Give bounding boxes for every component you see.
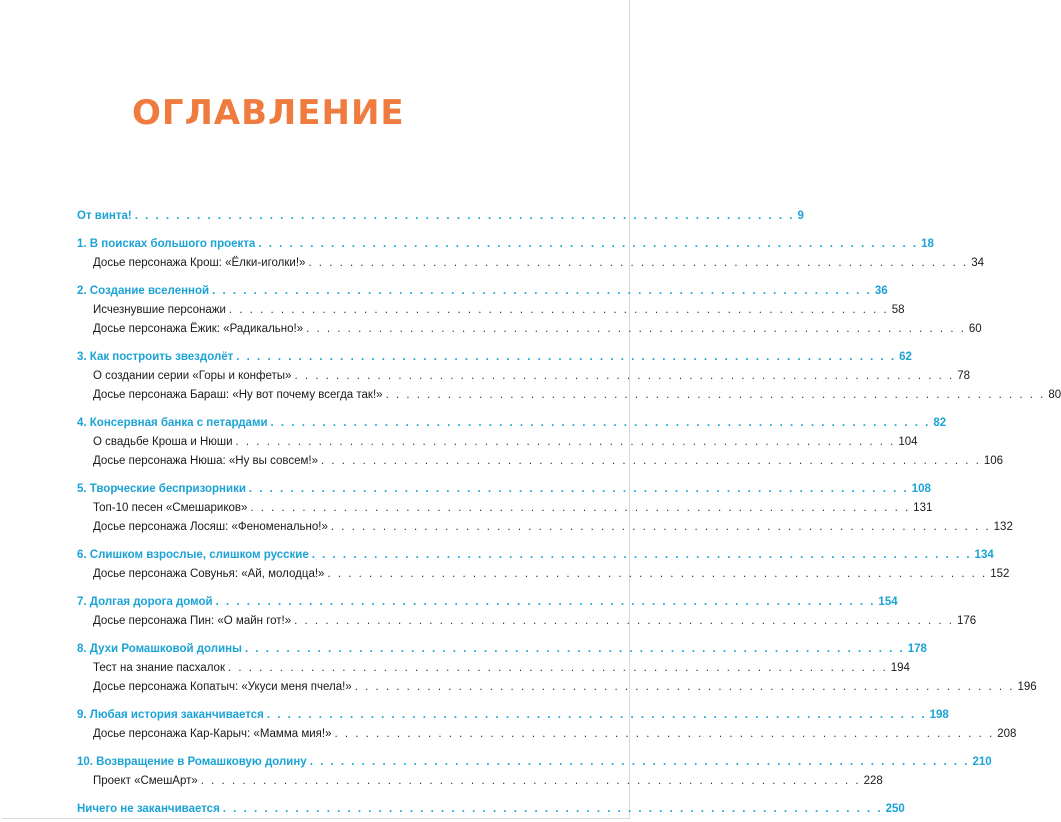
dot-leader: . . . . . . . . . . . . . . . . . . . . . . . . . . . . . . . . . . . . . . . . . . . . . . . . . . . . . . . . . . . . . . . . xyxy=(330,521,991,533)
toc-subentry[interactable] xyxy=(77,254,984,273)
toc-subentry[interactable] xyxy=(77,320,982,339)
dot-leader: . . . . . . . . . . . . . . . . . . . . . . . . . . . . . . . . . . . . . . . . . . . . . . . . . . . . . . . . . . . . . . . . xyxy=(306,323,966,335)
group-spacer xyxy=(77,697,442,706)
toc-page-number: 132 xyxy=(993,521,1013,533)
toc-entry-title: Досье персонажа Пин: «О майн гот!» xyxy=(93,615,292,627)
toc-page-number: 80 xyxy=(1048,389,1061,401)
dot-leader: . . . . . . . . . . . . . . . . . . . . . . . . . . . . . . . . . . . . . . . . . . . . . . . . . . . . . . . . . . . . . . . . xyxy=(308,257,969,269)
toc-page-number: 152 xyxy=(990,568,1010,580)
dot-leader: . . . . . . . . . . . . . . . . . . . . . . . . . . . . . . . . . . . . . . . . . . . . . . . . . . . . . . . . . . . . . . . . xyxy=(250,502,911,514)
dot-leader: . . . . . . . . . . . . . . . . . . . . . . . . . . . . . . . . . . . . . . . . . . . . . . . . . . . . . . . . . . . . . . . . xyxy=(294,370,955,382)
dot-leader: . . . . . . . . . . . . . . . . . . . . . . . . . . . . . . . . . . . . . . . . . . . . . . . . . . . . . . . . . . . . . . . . xyxy=(236,351,897,363)
toc-subentry[interactable] xyxy=(77,659,910,678)
toc-entry-title: О свадьбе Кроша и Нюши xyxy=(93,436,233,448)
dot-leader: . . . . . . . . . . . . . . . . . . . . . . . . . . . . . . . . . . . . . . . . . . . . . . . . . . . . . . . . . . . . . . . . xyxy=(354,681,1015,693)
toc-subentry[interactable] xyxy=(77,499,933,518)
toc-page-number: 228 xyxy=(863,775,883,787)
toc-chapter-entry[interactable] xyxy=(77,593,898,612)
group-spacer xyxy=(77,226,442,235)
toc-page-number: 176 xyxy=(956,615,977,627)
toc-entry-title: Тест на знание пасхалок xyxy=(93,662,225,674)
toc-entry-title: 9. Любая история заканчивается xyxy=(77,709,264,721)
toc-page-number: 208 xyxy=(997,728,1017,740)
toc-subentry[interactable] xyxy=(77,386,1061,405)
toc-page-number: 62 xyxy=(899,351,912,363)
toc-entry-title: 8. Духи Ромашковой долины xyxy=(77,643,242,655)
toc-page-number: 60 xyxy=(968,323,982,335)
toc-chapter-entry[interactable] xyxy=(77,207,804,226)
toc-entry-title: Досье персонажа Совунья: «Ай, молодца!» xyxy=(93,568,325,580)
toc-page-number: 82 xyxy=(933,417,947,429)
toc-page-number: 154 xyxy=(878,596,898,608)
toc-page-number: 78 xyxy=(957,370,971,382)
toc-chapter-entry[interactable] xyxy=(77,546,994,565)
dot-leader: . . . . . . . . . . . . . . . . . . . . . . . . . . . . . . . . . . . . . . . . . . . . . . . . . . . . . . . . . . . . . . . . xyxy=(134,210,795,222)
group-spacer xyxy=(77,744,442,753)
toc-page-number: 108 xyxy=(911,483,931,495)
toc-page-number: 196 xyxy=(1017,681,1037,693)
toc-entry-title: Проект «СмешАрт» xyxy=(93,775,198,787)
dot-leader: . . . . . . . . . . . . . . . . . . . . . . . . . . . . . . . . . . . . . . . . . . . . . . . . . . . . . . . . . . . . . . . . xyxy=(212,285,872,297)
toc-subentry[interactable] xyxy=(77,725,1017,744)
toc-subentry[interactable] xyxy=(77,678,1037,697)
toc-chapter-entry[interactable] xyxy=(77,640,927,659)
toc-page-number: 58 xyxy=(891,304,905,316)
toc-entry-title: Досье персонажа Крош: «Ёлки-иголки!» xyxy=(93,257,306,269)
toc-chapter-entry[interactable] xyxy=(77,480,931,499)
toc-page-number: 210 xyxy=(972,756,992,768)
toc-chapter-entry[interactable] xyxy=(77,706,949,725)
group-spacer xyxy=(77,537,442,546)
group-spacer xyxy=(77,273,442,282)
toc-page-number: 250 xyxy=(885,803,905,815)
toc-entry-title: Досье персонажа Бараш: «Ну вот почему всегда так!» xyxy=(93,389,383,401)
dot-leader: . . . . . . . . . . . . . . . . . . . . . . . . . . . . . . . . . . . . . . . . . . . . . . . . . . . . . . . . . . . . . . . . xyxy=(309,756,970,768)
toc-subentry[interactable] xyxy=(77,433,918,452)
group-spacer xyxy=(77,584,442,593)
toc-entry-title: О создании серии «Горы и конфеты» xyxy=(93,370,292,382)
toc-chapter-entry[interactable] xyxy=(77,753,992,772)
toc-page-number: 9 xyxy=(797,210,804,222)
toc-chapter-entry[interactable] xyxy=(77,348,912,367)
group-spacer xyxy=(77,339,442,348)
toc-page-number: 36 xyxy=(874,285,888,297)
toc-page-number: 106 xyxy=(983,455,1003,467)
toc-entry-title: Досье персонажа Кар-Карыч: «Мамма мия!» xyxy=(93,728,332,740)
toc-page-number: 198 xyxy=(929,709,949,721)
toc-entry-title: 10. Возвращение в Ромашковую долину xyxy=(77,756,307,768)
toc-chapter-entry[interactable] xyxy=(77,800,905,819)
table-of-contents xyxy=(77,207,1061,819)
toc-subentry[interactable] xyxy=(77,772,883,791)
dot-leader: . . . . . . . . . . . . . . . . . . . . . . . . . . . . . . . . . . . . . . . . . . . . . . . . . . . . . . . . . . . . . . . . xyxy=(321,455,981,467)
toc-chapter-entry[interactable] xyxy=(77,235,934,254)
toc-subentry[interactable] xyxy=(77,612,977,631)
dot-leader: . . . . . . . . . . . . . . . . . . . . . . . . . . . . . . . . . . . . . . . . . . . . . . . . . . . . . . . . . . . . . . . . xyxy=(228,304,889,316)
dot-leader: . . . . . . . . . . . . . . . . . . . . . . . . . . . . . . . . . . . . . . . . . . . . . . . . . . . . . . . . . . . . . . . . xyxy=(200,775,861,787)
toc-entry-title: Исчезнувшие персонажи xyxy=(93,304,226,316)
toc-entry-title: Досье персонажа Копатыч: «Укуси меня пчела!» xyxy=(93,681,352,693)
toc-subentry[interactable] xyxy=(77,565,1010,584)
dot-leader: . . . . . . . . . . . . . . . . . . . . . . . . . . . . . . . . . . . . . . . . . . . . . . . . . . . . . . . . . . . . . . . . xyxy=(227,662,888,674)
toc-subentry[interactable] xyxy=(77,452,1003,471)
dot-leader: . . . . . . . . . . . . . . . . . . . . . . . . . . . . . . . . . . . . . . . . . . . . . . . . . . . . . . . . . . . . . . . . xyxy=(327,568,988,580)
dot-leader: . . . . . . . . . . . . . . . . . . . . . . . . . . . . . . . . . . . . . . . . . . . . . . . . . . . . . . . . . . . . . . . . xyxy=(248,483,909,495)
toc-subentry[interactable] xyxy=(77,367,971,386)
dot-leader: . . . . . . . . . . . . . . . . . . . . . . . . . . . . . . . . . . . . . . . . . . . . . . . . . . . . . . . . . . . . . . . . xyxy=(222,803,883,815)
toc-entry-title: 3. Как построить звездолёт xyxy=(77,351,234,363)
toc-page-number: 18 xyxy=(921,238,934,250)
toc-entry-title: Топ-10 песен «Смешариков» xyxy=(93,502,248,514)
toc-entry-title: Досье персонажа Нюша: «Ну вы совсем!» xyxy=(93,455,319,467)
toc-entry-title: 6. Слишком взрослые, слишком русские xyxy=(77,549,309,561)
group-spacer xyxy=(77,471,442,480)
dot-leader: . . . . . . . . . . . . . . . . . . . . . . . . . . . . . . . . . . . . . . . . . . . . . . . . . . . . . . . . . . . . . . . . xyxy=(294,615,954,627)
dot-leader: . . . . . . . . . . . . . . . . . . . . . . . . . . . . . . . . . . . . . . . . . . . . . . . . . . . . . . . . . . . . . . . . xyxy=(385,389,1046,401)
toc-chapter-entry[interactable] xyxy=(77,282,888,301)
dot-leader: . . . . . . . . . . . . . . . . . . . . . . . . . . . . . . . . . . . . . . . . . . . . . . . . . . . . . . . . . . . . . . . . xyxy=(270,417,931,429)
toc-subentry[interactable] xyxy=(77,301,905,320)
toc-page-number: 104 xyxy=(898,436,918,448)
dot-leader: . . . . . . . . . . . . . . . . . . . . . . . . . . . . . . . . . . . . . . . . . . . . . . . . . . . . . . . . . . . . . . . . xyxy=(258,238,919,250)
group-spacer xyxy=(77,405,442,414)
dot-leader: . . . . . . . . . . . . . . . . . . . . . . . . . . . . . . . . . . . . . . . . . . . . . . . . . . . . . . . . . . . . . . . . xyxy=(311,549,972,561)
toc-page-number: 131 xyxy=(913,502,933,514)
toc-entry-title: 7. Долгая дорога домой xyxy=(77,596,213,608)
toc-entry-title: Ничего не заканчивается xyxy=(77,803,220,815)
dot-leader: . . . . . . . . . . . . . . . . . . . . . . . . . . . . . . . . . . . . . . . . . . . . . . . . . . . . . . . . . . . . . . . . xyxy=(244,643,905,655)
toc-entry-title: 1. В поисках большого проекта xyxy=(77,238,256,250)
dot-leader: . . . . . . . . . . . . . . . . . . . . . . . . . . . . . . . . . . . . . . . . . . . . . . . . . . . . . . . . . . . . . . . . xyxy=(266,709,927,721)
toc-chapter-entry[interactable] xyxy=(77,414,947,433)
group-spacer xyxy=(77,791,442,800)
dot-leader: . . . . . . . . . . . . . . . . . . . . . . . . . . . . . . . . . . . . . . . . . . . . . . . . . . . . . . . . . . . . . . . . xyxy=(334,728,995,740)
toc-page-number: 178 xyxy=(907,643,927,655)
toc-entry-title: Досье персонажа Лосяш: «Феноменально!» xyxy=(93,521,328,533)
toc-entry-title: 2. Создание вселенной xyxy=(77,285,210,297)
toc-entry-title: От винта! xyxy=(77,210,132,222)
toc-page-number: 34 xyxy=(971,257,984,269)
toc-entry-title: 4. Консервная банка с петардами xyxy=(77,417,268,429)
toc-subentry[interactable] xyxy=(77,518,1013,537)
dot-leader: . . . . . . . . . . . . . . . . . . . . . . . . . . . . . . . . . . . . . . . . . . . . . . . . . . . . . . . . . . . . . . . . xyxy=(215,596,876,608)
toc-page-number: 134 xyxy=(974,549,994,561)
toc-page-number: 194 xyxy=(890,662,910,674)
page-title: ОГЛАВЛЕНИЕ xyxy=(132,93,405,133)
group-spacer xyxy=(77,631,442,640)
toc-entry-title: Досье персонажа Ёжик: «Радикально!» xyxy=(93,323,304,335)
dot-leader: . . . . . . . . . . . . . . . . . . . . . . . . . . . . . . . . . . . . . . . . . . . . . . . . . . . . . . . . . . . . . . . . xyxy=(235,436,896,448)
toc-entry-title: 5. Творческие беспризорники xyxy=(77,483,246,495)
